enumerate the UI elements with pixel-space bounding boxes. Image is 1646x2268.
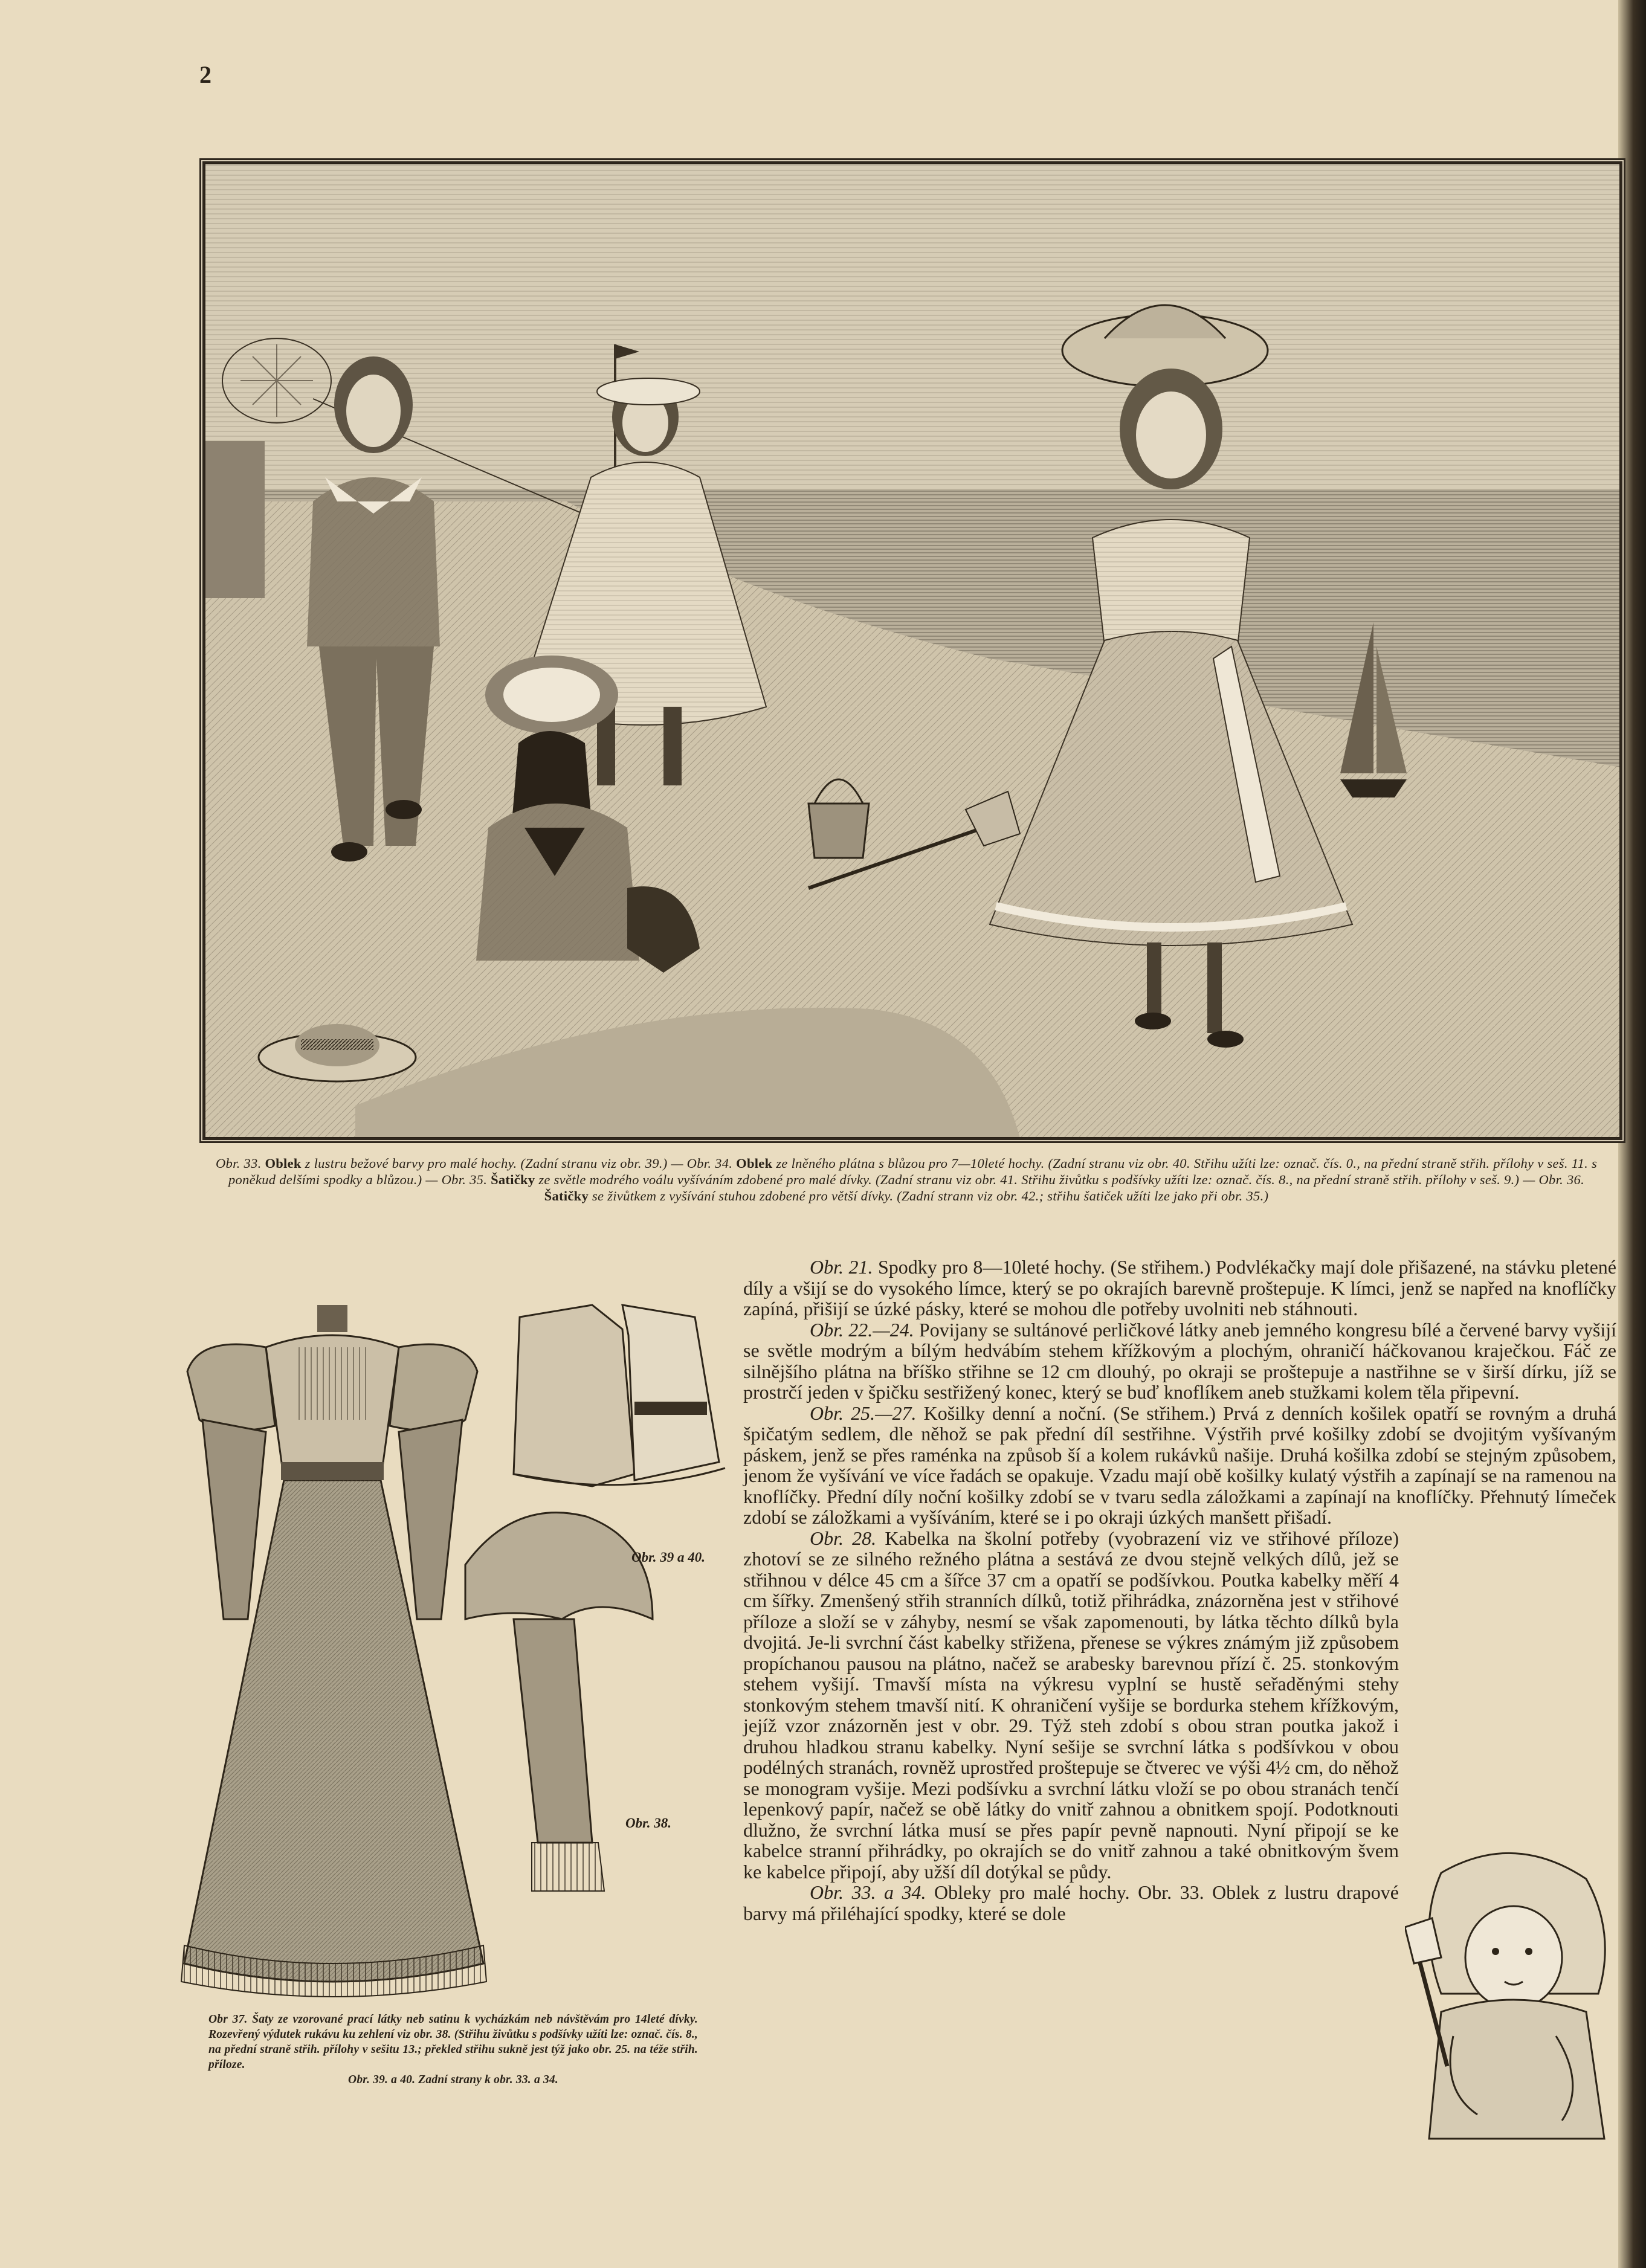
figure-label-38: Obr. 38. (625, 1815, 672, 1831)
paragraph-obr-33-34 (743, 1882, 1399, 1924)
paragraph-obr-28 (743, 1528, 1399, 1883)
paragraph-obr-25-27 (743, 1403, 1616, 1528)
figure-reference: Obr. 21. (810, 1256, 873, 1278)
article-body (743, 1257, 1616, 1924)
dress-figure-caption (208, 2012, 698, 2087)
fashion-figures-svg (175, 1281, 755, 2006)
dress-caption-last-line: Obr. 39. a 40. Zadní strany k obr. 33. a 34. (348, 2073, 558, 2086)
paragraph-text: Spodky pro 8—10leté hochy. (Se střihem.) Podvlékačky mají dole přišazené, na stávku pletené díly a všijí se do vysokého límce, který se po okrajích barevně proštepuje. K límci, jenž se napřed na knoflíčky zapíná, přišijí se úzké pásky, které se mohou dle potřeby uvolniti neb stáhnouti. (743, 1256, 1617, 1319)
figure-reference: Obr. 25.—27. (810, 1402, 917, 1424)
figure-reference: Obr. 22.—24. (810, 1318, 914, 1341)
caption-segment: ze lněného plátna s blůzou pro 7—10leté hochy. (Zadní stranu viz obr. 40. Střihu užíti lze: označ. čís. 0., na přední straně střih. přílohy v seš. 11. s poněkud delšími spodky a blůzou.) — Obr. 35. (228, 1156, 1598, 1187)
paragraph-obr-21 (743, 1257, 1616, 1319)
paragraph-text: Kabelka na školní potřeby (vyobrazení viz ve střihové příloze) zhotoví se ze silného režného plátna a sestává ze dvou stejně velkých dílů, jež se střihnou v délce 45 cm a šířce 37 cm a opatří se podšívkou. Poutka kabelky měří 4 cm šířky. Zmenšený střih stranních dílků, totiž přihrádka, znázorněna jest v střihové příloze a složí se v záhyby, nesmí se však zapomenouti, by látka těchto dílků byla dvojitá. Je-li svrchní část kabelky střižena, přenese se výkres známým již způsobem propíchanou pausou na plátno, načež se arabesky barevnou přízí č. 25. stonkovým stehem vyšijí. Tmavší místa na výkresu vyplní se hustě seřaděnými stehy stonkovým stehem tmavší nití. K ohraničení vyšije se bordurka stehem křížkovým, jejíž vzor znázorněn jest v obr. 29. Týž steh zdobí s obou stran poutka jakož i druhou hladkou stranu kabelky. Nyní sešije se svrchní látka s podšívkou v obou podélných stranách, rovněž uprostřed proštepuje se čtverec ve výši 4½ cm, do něhož se monogram vyšije. Mezi podšívku a svrchní látku vloží se po obou stranách tenčí lepenkový papír, načež se obě látky do vnitř zahnou a obnitkem spojí. Podotknouti dlužno, že svrchní látka musí se přes papír pevně napnouti. Nyní připojí se ke kabelce stranní přihrádky, po okrajích se do vnitř zahnou a také obnitkovým švem ke kabelce připojí, aby užší díl dotýkal se půdy. (743, 1527, 1399, 1883)
beach-illustration (199, 158, 1625, 1143)
paragraph-text: Košilky denní a noční. (Se střihem.) Prvá z denních košilek opatří se rovným a druhá špičatým sedlem, dle něhož se pak přední díl sestřihne. Výstřih prvé košilky zdobí se dvojitým vyšívaným páskem, jenž se přes raménka na způsob ší a kolem rukávků našije. Druhá košilka zdobí se stejným způsobem, jenom že vyšívání ve více řadách se opakuje. Vzadu mají obě košilky kulatý výstřih a zapínají se na ramenou na knoflíčky. Přední díly noční košilky zdobí se v tvaru sedla záložkami a zapínají na knoflíčky. Přehnutý límeček zdobí se záložkami a vyšíváním, které se i po okraji úzkých manšett přišadí. (743, 1402, 1616, 1528)
figure-reference: Obr. 28. (810, 1527, 877, 1549)
caption-segment: ze světle modrého voálu vyšíváním zdobené pro malé dívky. (Zadní stranu viz obr. 41. Střihu živůtku s podšívky užíti lze: označ. čís. 8., na přední straně střih. přílohy v seš. 9.) — Obr. 36. (535, 1172, 1585, 1187)
fashion-figures (175, 1281, 755, 2139)
caption-segment: se živůtkem z vyšívání stuhou zdobené pro větší dívky. (Zadní strann viz obr. 42.; střihu šatiček užíti lze jako při obr. 35.) (589, 1188, 1269, 1203)
figure-label-39-40: Obr. 39 a 40. (631, 1550, 706, 1565)
caption-segment-bold: Šatičky (491, 1172, 535, 1187)
child-with-spade-vignette (1405, 1837, 1619, 2148)
page-number: 2 (199, 61, 211, 88)
child-vignette-svg (1405, 1837, 1619, 2148)
paragraph-text: Povijany se sultánové perličkové látky aneb jemného kongresu bílé a červené barvy vyšijí se světle modrým a bílým hedvábím stehem křížkovým a plochým, ohraničí háčkovanou kraječkou. Fáč ze silnějšího plátna na bříško střihne se 12 cm dlouhý, po okraji se proštepuje a nastřihne se v širší dírku, jíž se prostrčí jeden v špičku sestřižený konec, který se buď knoflíkem aneb stužkami kolem těla připevní. (743, 1318, 1617, 1403)
caption-segment: z lustru bežové barvy pro malé hochy. (Zadní stranu viz obr. 39.) — Obr. 34. (301, 1156, 737, 1171)
main-figure-caption (205, 1155, 1607, 1204)
caption-segment-bold: Oblek (265, 1156, 302, 1171)
caption-segment-bold: Šatičky (544, 1188, 589, 1203)
paragraph-obr-22-24 (743, 1319, 1616, 1403)
beach-engraving-svg (204, 163, 1621, 1138)
dress-caption-text: Obr 37. Šaty ze vzorované prací látky neb satinu k vycházkám neb návštěvám pro 14leté dívky. Rozevřený výdutek rukávu ku zehlení viz obr. 38. (Střihu živůtku s podšívky užíti lze: označ. čís. 8., na přední straně střih. přílohy v sešitu 13.; překled střihu sukně jest týž jako obr. 25. na téže střih. příloze. (208, 2013, 698, 2071)
paragraph-text: Obleky pro malé hochy. Obr. 33. Oblek z lustru drapové barvy má přiléhající spodky, které se dole (743, 1881, 1399, 1924)
caption-segment: Obr. 33. (215, 1156, 265, 1171)
caption-segment-bold: Oblek (736, 1156, 773, 1171)
figure-reference: Obr. 33. a 34. (810, 1881, 926, 1903)
